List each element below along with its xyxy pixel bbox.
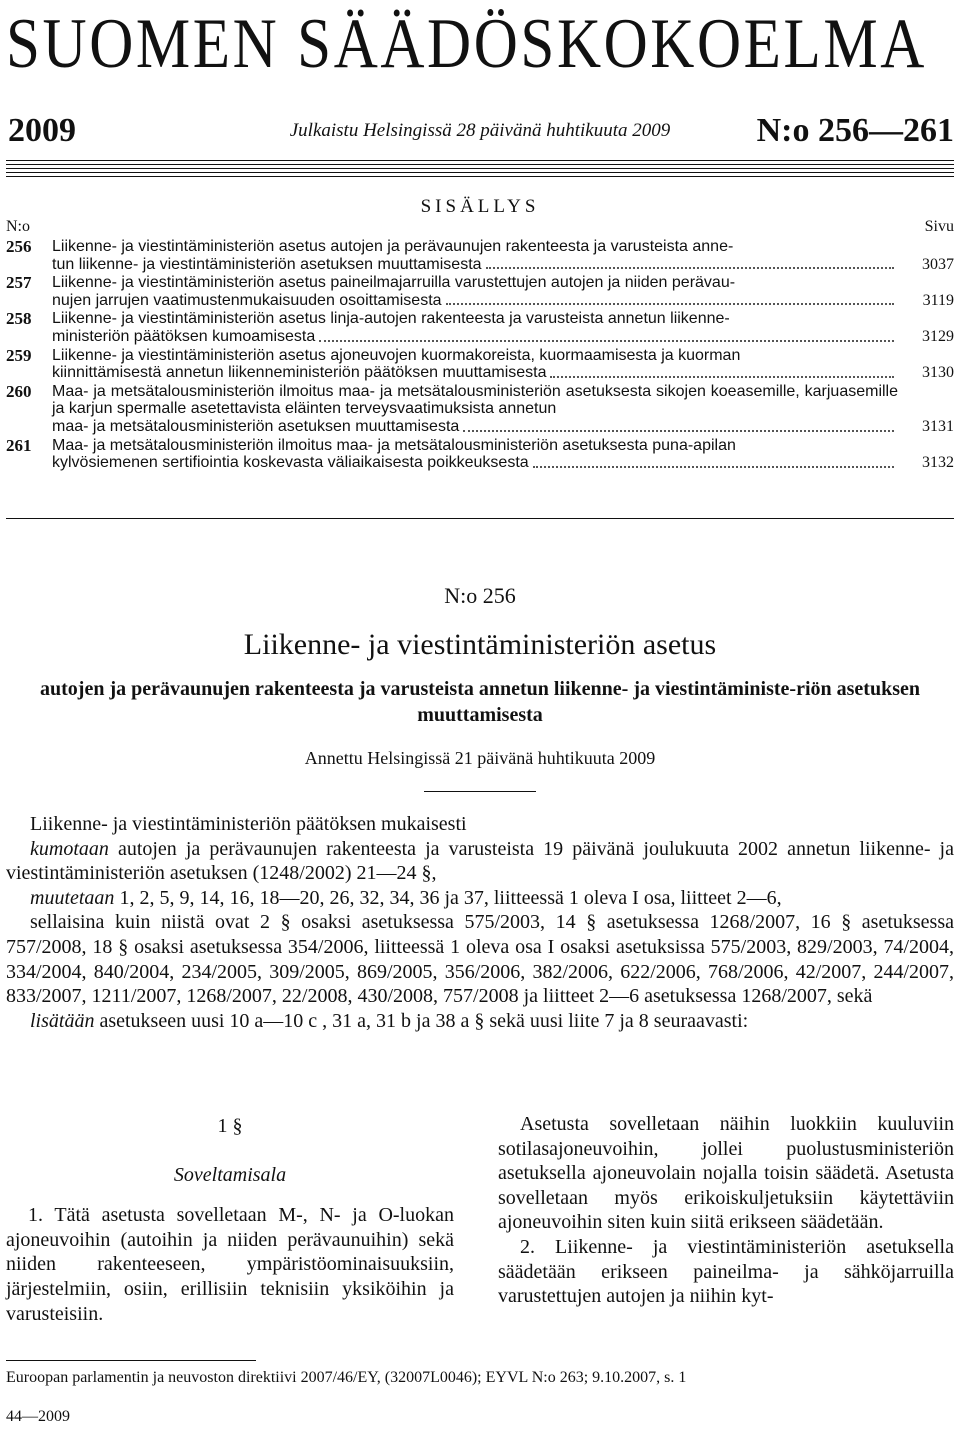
toc-entry-page: 3129: [922, 327, 954, 345]
issue-year: 2009: [8, 112, 76, 149]
toc-entry-number: 257: [6, 273, 32, 293]
header-rule: [6, 176, 954, 177]
toc-entry-title-cont: maa- ja metsätalousministeriön asetuksen muuttamisesta: [52, 417, 460, 435]
masthead: SUOMEN SÄÄDÖSKOKOELMA: [6, 5, 927, 83]
given-date: Annettu Helsingissä 21 päivänä huhtikuuta 2009: [304, 748, 656, 768]
toc-entry[interactable]: [6, 437, 954, 472]
toc-entry-title-cont: ministeriön päätöksen kumoamisesta: [52, 327, 316, 345]
toc-leader: [446, 303, 894, 305]
toc-entry-title: Liikenne- ja viestintäministeriön asetus autojen ja perävaunujen rakenteesta ja varusteista anne-: [52, 238, 734, 255]
toc-entry-page: 3131: [922, 417, 954, 435]
toc-entry-number: 258: [6, 309, 32, 329]
right-column: [498, 1112, 954, 1309]
header-rule: [6, 172, 954, 173]
toc-entry-title: Liikenne- ja viestintäministeriön asetus paineilmajarruilla varustettujen autojen ja niiden perävau-: [52, 274, 736, 292]
toc-leader: [533, 466, 894, 468]
header-rule: [6, 160, 954, 161]
toc-entry[interactable]: [6, 383, 954, 436]
document-subtitle: autojen ja perävaunujen rakenteesta ja varusteista annetun liikenne- ja viestintäministe-riön asetuksen muuttamisesta: [40, 678, 920, 726]
toc-entry-page: 3119: [922, 291, 954, 309]
preamble-repeal: [6, 837, 954, 886]
preamble-repeal-text: autojen ja perävaunujen rakenteesta ja varusteista 19 päivänä joulukuuta 2002 annetun liikenne- ja viestintäministeriön asetuksen (1248/2002) 21—24 §,: [6, 837, 954, 885]
toc-entry[interactable]: [6, 274, 954, 309]
keyword-amend: muutetaan: [30, 886, 115, 909]
toc-entry-title-cont: kiinnittämisestä annetun liikenneministeriön päätöksen muuttamisesta: [52, 364, 547, 382]
document-title: Liikenne- ja viestintäministeriön asetus: [243, 628, 717, 661]
toc-entry-number: 261: [6, 435, 32, 455]
toc-entry-number: 256: [6, 237, 32, 256]
left-column: [6, 1114, 454, 1326]
toc-entry-page: 3130: [922, 364, 954, 382]
toc-leader: [319, 340, 894, 342]
toc-entry-page: 3132: [922, 454, 954, 472]
toc-leader: [463, 430, 894, 432]
section-heading: Soveltamisala: [173, 1163, 287, 1186]
section-number: 1 §: [217, 1115, 243, 1137]
toc-entry-title: Liikenne- ja viestintäministeriön asetus linja-autojen rakenteesta ja varusteista annetun liikenne-: [52, 310, 730, 328]
section-paragraph: 1. Tätä asetusta sovelletaan M-, N- ja O-luokan ajoneuvoihin (autoihin ja niiden perävaunuihin) sekä niiden rakenteeseen, ympäristöominaisuuksiin, järjestelmiin, osiin, erillisiin teknisiin yksiköihin ja varusteisiin.: [6, 1204, 454, 1325]
toc-entry-page: 3037: [922, 255, 954, 273]
toc-entry-title-cont: nujen jarrujen vaatimustenmukaisuuden osoittamisesta: [52, 291, 442, 309]
preamble: [6, 812, 954, 1033]
toc-leader: [486, 267, 894, 269]
preamble-amend: [6, 886, 954, 911]
title-divider: [424, 791, 536, 792]
footnote: Euroopan parlamentin ja neuvoston direktiivi 2007/46/EY, (32007L0046); EYVL N:o 263; 9.10.2007, s. 1: [6, 1369, 687, 1386]
preamble-intro: Liikenne- ja viestintäministeriön päätöksen mukaisesti: [30, 813, 467, 835]
toc-entry[interactable]: [6, 238, 954, 273]
toc-entry-title-cont: tun liikenne- ja viestintäministeriön asetuksen muuttamisesta: [52, 255, 482, 273]
toc-bottom-rule: [6, 518, 954, 519]
publication-date: Julkaistu Helsingissä 28 päivänä huhtikuuta 2009: [289, 120, 671, 141]
table-of-contents: [6, 238, 954, 473]
toc-entry[interactable]: [6, 347, 954, 382]
toc-leader: [550, 376, 894, 378]
keyword-repeal: kumotaan: [30, 837, 109, 860]
footnote-rule: [6, 1360, 256, 1361]
issue-numbers: N:o 256—261: [756, 112, 954, 149]
toc-entry[interactable]: [6, 310, 954, 345]
toc-entry-number: 260: [6, 381, 32, 401]
preamble-add: [6, 1009, 954, 1034]
toc-page-label: Sivu: [924, 218, 954, 235]
preamble-amend-text: 1, 2, 5, 9, 14, 16, 18—20, 26, 32, 34, 36 ja 37, liitteessä 1 oleva I osa, liitteet 2—6,: [114, 886, 782, 909]
header-rule: [6, 168, 954, 169]
keyword-add: lisätään: [30, 1009, 95, 1032]
section-paragraph: 2. Liikenne- ja viestintäministeriön asetuksella säädetään erikseen paineilma- ja sähköjarruilla varustettujen autojen ja niihin kyt-: [498, 1235, 954, 1308]
document-number: N:o 256: [444, 583, 516, 608]
toc-entry-title: Maa- ja metsätalousministeriön ilmoitus maa- ja metsätalousministeriön asetuksesta sikojen koeasemille, karjuasemille ja karjun spermalle asetettavista eläinten terveysvaatimuksista annetun: [52, 382, 898, 418]
toc-entry-title: Liikenne- ja viestintäministeriön asetus ajoneuvojen kuormakoreista, kuormaamisesta ja kuorman: [52, 346, 741, 364]
toc-title: SISÄLLYS: [420, 196, 540, 217]
preamble-add-text: asetukseen uusi 10 a—10 c , 31 a, 31 b ja 38 a § sekä uusi liite 7 ja 8 seuraavasti:: [94, 1009, 749, 1032]
header-rule: [6, 164, 954, 165]
toc-entry-number: 259: [6, 345, 32, 365]
section-paragraph: Asetusta sovelletaan näihin luokkiin kuuluviin sotilasajoneuvoihin, jollei puolustusministeriön asetuksella ajoneuvolain nojalla toisin säädetä. Asetusta sovelletaan myös erikoiskuljetuksiin käytettäviin ajoneuvoihin siten kuin siitä erikseen säädetään.: [498, 1113, 954, 1234]
preamble-references: sellaisina kuin niistä ovat 2 § osaksi asetuksessa 575/2003, 14 § asetuksessa 1268/2007, 16 § asetuksessa 757/2008, 18 § osaksi asetuksessa 354/2006, liitteessä 1 oleva osa I osaksi asetuksissa 575/2003, 829/2003, 74/2004, 334/2004, 840/2004, 234/2005, 309/2005, 869/2005, 356/2006, 382/2006, 622/2006, 768/2006, 42/2007, 244/2007, 833/2007, 1211/2007, 1268/2007, 22/2008, 430/2008, 757/2008 ja liitteet 2—6 asetuksessa 1268/2007, sekä: [6, 911, 954, 1008]
page-footer: 44—2009: [6, 1408, 70, 1425]
toc-number-label: N:o: [6, 218, 30, 235]
toc-entry-title: Maa- ja metsätalousministeriön ilmoitus maa- ja metsätalousministeriön asetuksesta puna-apilan: [52, 436, 736, 454]
toc-entry-title-cont: kylvösiemenen sertifiointia koskevasta väliaikaisesta poikkeuksesta: [52, 454, 529, 472]
